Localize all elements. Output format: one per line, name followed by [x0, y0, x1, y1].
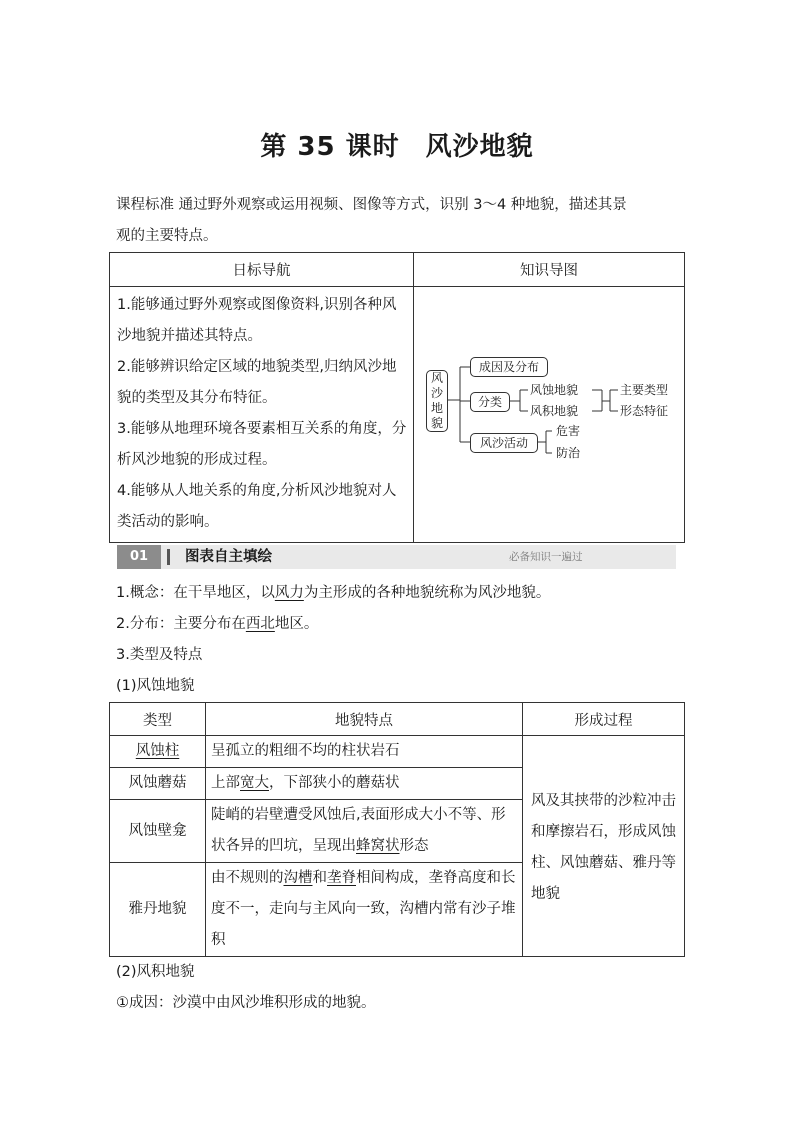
page-title	[0, 126, 794, 163]
wind-deposit-heading: (2)风积地貌	[116, 964, 195, 980]
mindmap-wind-deposit: 风积地貌	[530, 404, 579, 418]
concept-line	[116, 578, 686, 609]
standard-text-2: 观的主要特点。	[116, 228, 218, 244]
mindmap	[414, 287, 698, 532]
col-feature-header: 地貌特点	[206, 703, 523, 736]
feature-text: 陡峭的岩壁遭受风蚀后,表面形成大小不等、形状各异的凹坑，呈现出	[211, 807, 506, 854]
goal-item: 4.能够从人地关系的角度,分析风沙地貌对人类活动的影响。	[117, 483, 397, 530]
feature-cell: 呈孤立的粗细不均的柱状岩石	[206, 736, 523, 768]
feature-text: 由不规则的	[211, 870, 284, 886]
col-type-header: 类型	[110, 703, 206, 736]
goals-table	[109, 252, 685, 543]
mindmap-main-types: 主要类型	[620, 383, 669, 397]
feature-text: 上部	[211, 775, 240, 791]
type-name: 风蚀柱	[135, 743, 180, 759]
feature-answer: 蜂窝状	[356, 838, 400, 854]
section-name: 图表自主填绘	[185, 549, 272, 565]
mindmap-root	[426, 370, 448, 432]
section-header	[117, 545, 676, 569]
concept-text-end: 为主形成的各种地貌统称为风沙地貌。	[303, 585, 551, 601]
feature-text: 和	[312, 870, 327, 886]
mindmap-wind-erosion: 风蚀地貌	[530, 383, 579, 397]
section-note: 必备知识一遍过	[509, 551, 583, 563]
feature-text-end: 形态	[399, 838, 429, 854]
feature-answer: 宽大	[240, 775, 269, 791]
mindmap-features: 形态特征	[620, 404, 669, 418]
mindmap-cell	[414, 287, 685, 543]
distribution-text-end: 地区。	[274, 616, 319, 632]
wind-erosion-table	[109, 702, 685, 957]
types-heading: 3.类型及特点	[116, 647, 203, 663]
goal-item: 2.能够辨识给定区域的地貌类型,归纳风沙地貌的类型及其分布特征。	[117, 359, 397, 406]
goals-cell	[110, 287, 414, 543]
mindmap-control: 防治	[556, 446, 581, 460]
mindmap-node-classification: 分类	[470, 392, 510, 412]
type-cell: 风蚀蘑菇	[110, 768, 206, 800]
feature-cell	[206, 863, 523, 957]
standard-text: 通过野外观察或运用视频、图像等方式，识别 3～4 种地貌，描述其景	[178, 197, 627, 213]
lesson-topic: 风沙地貌	[425, 132, 534, 162]
lesson-number: 第 35 课时	[260, 132, 400, 162]
mindmap-node-activity: 风沙活动	[470, 433, 538, 453]
col-process-header: 形成过程	[523, 703, 685, 736]
feature-text-end: ，下部狭小的蘑菇状	[269, 775, 400, 791]
goal-item: 3.能够从地理环境各要素相互关系的角度，分析风沙地貌的形成过程。	[117, 421, 407, 468]
distribution-answer: 西北	[245, 616, 275, 632]
goals-header: 日标导航	[110, 253, 414, 287]
mindmap-root-label: 风沙地貌	[430, 371, 443, 430]
process-cell: 风及其挟带的沙粒冲击和摩擦岩石，形成风蚀柱、风蚀蘑菇、雅丹等地貌	[523, 736, 685, 957]
deposit-cause-line: ①成因：沙漠中由风沙堆积形成的地貌。	[116, 995, 376, 1011]
mindmap-header: 知识导图	[414, 253, 685, 287]
concept-text: 1.概念：在干旱地区，以	[116, 585, 275, 601]
distribution-line	[116, 609, 686, 640]
feature-answer: 垄脊	[327, 870, 356, 886]
type-cell: 雅丹地貌	[110, 863, 206, 957]
distribution-text: 2.分布：主要分布在	[116, 616, 246, 632]
course-standard	[116, 190, 686, 252]
standard-label: 课程标准	[116, 197, 174, 213]
goal-item: 1.能够通过野外观察或图像资料,识别各种风沙地貌并描述其特点。	[117, 297, 397, 344]
mindmap-node-cause: 成因及分布	[470, 357, 548, 377]
mindmap-harm: 危害	[556, 424, 581, 438]
wind-erosion-heading: (1)风蚀地貌	[116, 678, 195, 694]
section-divider	[167, 549, 170, 565]
type-cell	[110, 736, 206, 768]
feature-answer: 沟槽	[283, 870, 313, 886]
type-cell: 风蚀壁龛	[110, 800, 206, 863]
concept-answer: 风力	[274, 585, 304, 601]
feature-cell	[206, 768, 523, 800]
feature-text-end: 相间构成，垄脊高度和长度不一，走向与主风向一致，沟槽内常有沙子堆积	[211, 870, 516, 948]
section-number: 01	[117, 545, 161, 569]
feature-cell	[206, 800, 523, 863]
